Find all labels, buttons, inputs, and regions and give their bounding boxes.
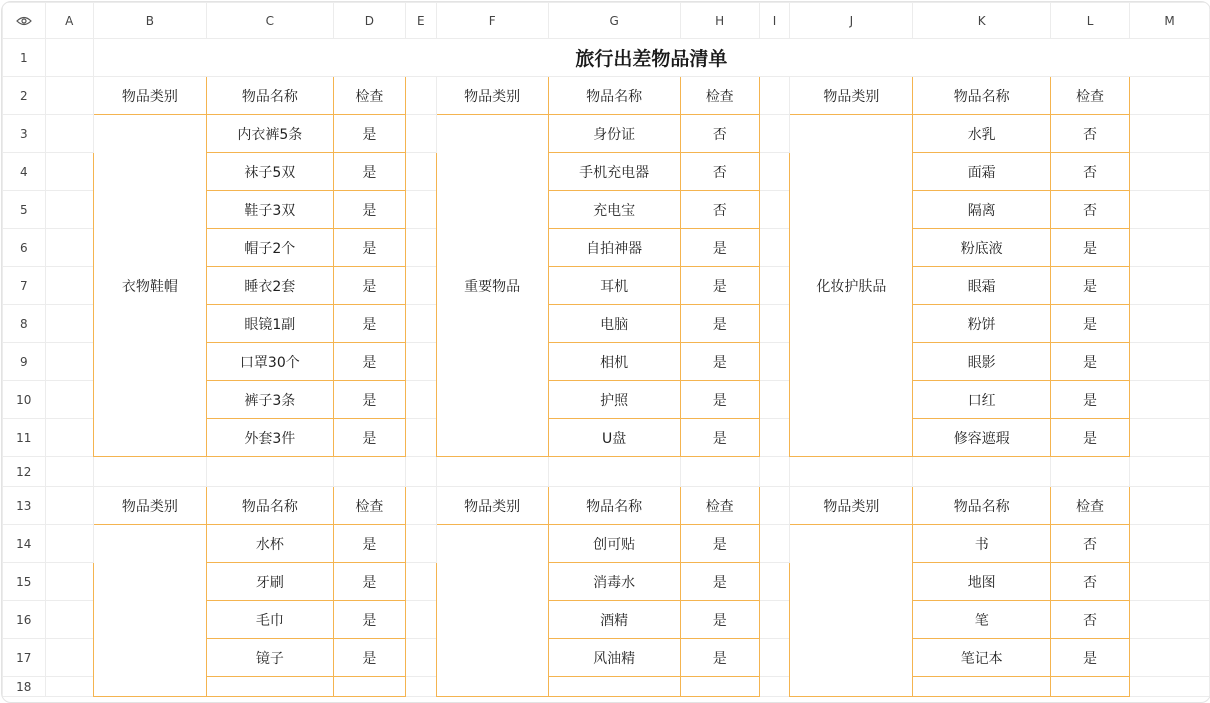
cell-a13[interactable] [45,487,93,525]
cell-m2[interactable] [1130,77,1210,115]
item-check[interactable] [680,677,759,697]
item-name[interactable]: 外套3件 [206,419,333,457]
item-check[interactable]: 是 [333,115,405,153]
cell-a3[interactable] [45,115,93,153]
category-right[interactable] [790,525,913,697]
cell-e16[interactable] [406,601,437,639]
item-check[interactable]: 否 [1050,153,1129,191]
item-name[interactable]: 眼镜1副 [206,305,333,343]
row-header-15[interactable]: 15 [3,563,46,601]
column-header-d[interactable]: D [333,3,405,39]
cell-i3[interactable] [759,115,790,153]
eye-icon[interactable] [16,16,32,26]
row-header-2[interactable]: 2 [3,77,46,115]
row-header-11[interactable]: 11 [3,419,46,457]
row-header-5[interactable]: 5 [3,191,46,229]
select-all-corner[interactable] [3,3,46,39]
cell-i8[interactable] [759,305,790,343]
cell-i15[interactable] [759,563,790,601]
item-name[interactable]: 书 [913,525,1051,563]
category-left[interactable] [93,525,206,697]
cell-f12[interactable] [436,457,548,487]
cell-e15[interactable] [406,563,437,601]
sheet-grid [2,2,1210,697]
item-check[interactable]: 否 [1050,563,1129,601]
cell-i5[interactable] [759,191,790,229]
category-middle[interactable]: 重要物品 [436,115,548,457]
item-name[interactable]: 充电宝 [548,191,680,229]
item-check[interactable]: 是 [680,601,759,639]
cell-l12[interactable] [1050,457,1129,487]
item-name[interactable]: 粉底液 [913,229,1051,267]
category-middle[interactable] [436,525,548,697]
item-check[interactable]: 是 [333,343,405,381]
row-header-9[interactable]: 9 [3,343,46,381]
item-name[interactable]: 酒精 [548,601,680,639]
item-check[interactable]: 是 [680,639,759,677]
cell-m12[interactable] [1130,457,1210,487]
item-check[interactable]: 是 [680,525,759,563]
column-header-g[interactable]: G [548,3,680,39]
item-name[interactable]: 电脑 [548,305,680,343]
cell-e9[interactable] [406,343,437,381]
cell-m6[interactable] [1130,229,1210,267]
cell-e14[interactable] [406,525,437,563]
item-check[interactable]: 是 [1050,305,1129,343]
item-name[interactable]: 风油精 [548,639,680,677]
cell-m16[interactable] [1130,601,1210,639]
item-check[interactable]: 是 [333,153,405,191]
cell-m9[interactable] [1130,343,1210,381]
cell-e2[interactable] [406,77,437,115]
cell-m11[interactable] [1130,419,1210,457]
header-name[interactable]: 物品名称 [206,487,333,525]
cell-a15[interactable] [45,563,93,601]
item-name[interactable]: 眼影 [913,343,1051,381]
column-header-f[interactable]: F [436,3,548,39]
cell-a5[interactable] [45,191,93,229]
column-header-m[interactable]: M [1130,3,1210,39]
cell-m4[interactable] [1130,153,1210,191]
cell-a9[interactable] [45,343,93,381]
cell-i13[interactable] [759,487,790,525]
row-header-3[interactable]: 3 [3,115,46,153]
item-check[interactable]: 是 [1050,639,1129,677]
item-name[interactable]: 牙刷 [206,563,333,601]
cell-a17[interactable] [45,639,93,677]
cell-e4[interactable] [406,153,437,191]
item-check[interactable]: 是 [333,305,405,343]
spreadsheet [1,1,1210,703]
item-check[interactable]: 是 [333,639,405,677]
item-check[interactable]: 否 [1050,525,1129,563]
item-name[interactable]: 笔记本 [913,639,1051,677]
item-check[interactable]: 是 [1050,343,1129,381]
cell-a7[interactable] [45,267,93,305]
item-check[interactable]: 是 [333,267,405,305]
category-right[interactable]: 化妆护肤品 [790,115,913,457]
row-header-6[interactable]: 6 [3,229,46,267]
item-check[interactable]: 是 [333,601,405,639]
cell-m18[interactable] [1130,677,1210,697]
row-header-12[interactable]: 12 [3,457,46,487]
item-name[interactable]: 粉饼 [913,305,1051,343]
cell-e7[interactable] [406,267,437,305]
item-check[interactable]: 是 [680,419,759,457]
cell-a18[interactable] [45,677,93,697]
sheet-title[interactable]: 旅行出差物品清单 [93,39,1209,77]
cell-a14[interactable] [45,525,93,563]
cell-m8[interactable] [1130,305,1210,343]
column-header-l[interactable]: L [1050,3,1129,39]
cell-m15[interactable] [1130,563,1210,601]
cell-m5[interactable] [1130,191,1210,229]
item-name[interactable]: 自拍神器 [548,229,680,267]
column-header-c[interactable]: C [206,3,333,39]
item-name[interactable]: 护照 [548,381,680,419]
column-header-h[interactable]: H [680,3,759,39]
row-header-1[interactable]: 1 [3,39,46,77]
cell-a1[interactable] [45,39,93,77]
cell-i7[interactable] [759,267,790,305]
row-header-14[interactable]: 14 [3,525,46,563]
cell-a6[interactable] [45,229,93,267]
cell-a12[interactable] [45,457,93,487]
column-header-i[interactable]: I [759,3,790,39]
item-name[interactable] [548,677,680,697]
item-name[interactable]: 帽子2个 [206,229,333,267]
item-name[interactable]: 内衣裤5条 [206,115,333,153]
cell-a16[interactable] [45,601,93,639]
item-check[interactable]: 否 [1050,601,1129,639]
item-check[interactable]: 是 [333,381,405,419]
item-check[interactable]: 是 [333,525,405,563]
item-check[interactable]: 是 [680,381,759,419]
cell-i12[interactable] [759,457,790,487]
cell-e13[interactable] [406,487,437,525]
item-check[interactable]: 是 [680,563,759,601]
item-name[interactable]: U盘 [548,419,680,457]
header-check[interactable]: 检查 [333,77,405,115]
row-header-18[interactable]: 18 [3,677,46,697]
cell-e6[interactable] [406,229,437,267]
cell-i16[interactable] [759,601,790,639]
item-check[interactable]: 否 [1050,115,1129,153]
cell-e18[interactable] [406,677,437,697]
cell-c12[interactable] [206,457,333,487]
cell-m3[interactable] [1130,115,1210,153]
item-name[interactable] [913,677,1051,697]
item-check[interactable]: 是 [1050,267,1129,305]
cell-a8[interactable] [45,305,93,343]
category-left[interactable]: 衣物鞋帽 [93,115,206,457]
cell-a4[interactable] [45,153,93,191]
cell-e12[interactable] [406,457,437,487]
item-name[interactable]: 耳机 [548,267,680,305]
item-name[interactable]: 创可贴 [548,525,680,563]
item-name[interactable]: 袜子5双 [206,153,333,191]
header-category[interactable]: 物品类别 [790,77,913,115]
item-check[interactable]: 否 [1050,191,1129,229]
item-check[interactable]: 是 [333,563,405,601]
cell-e11[interactable] [406,419,437,457]
item-name[interactable]: 身份证 [548,115,680,153]
cell-e17[interactable] [406,639,437,677]
cell-e3[interactable] [406,115,437,153]
cell-a11[interactable] [45,419,93,457]
item-name[interactable]: 口红 [913,381,1051,419]
item-check[interactable]: 是 [680,229,759,267]
row-header-17[interactable]: 17 [3,639,46,677]
header-category[interactable]: 物品类别 [436,77,548,115]
item-name[interactable]: 水乳 [913,115,1051,153]
column-header-a[interactable]: A [45,3,93,39]
item-name[interactable]: 睡衣2套 [206,267,333,305]
row-header-13[interactable]: 13 [3,487,46,525]
cell-i17[interactable] [759,639,790,677]
cell-e8[interactable] [406,305,437,343]
cell-m14[interactable] [1130,525,1210,563]
row-header-4[interactable]: 4 [3,153,46,191]
item-name[interactable]: 隔离 [913,191,1051,229]
header-name[interactable]: 物品名称 [206,77,333,115]
cell-e5[interactable] [406,191,437,229]
item-name[interactable]: 面霜 [913,153,1051,191]
cell-h12[interactable] [680,457,759,487]
cell-d12[interactable] [333,457,405,487]
header-name[interactable]: 物品名称 [548,77,680,115]
cell-m10[interactable] [1130,381,1210,419]
cell-a10[interactable] [45,381,93,419]
item-name[interactable]: 消毒水 [548,563,680,601]
cell-g12[interactable] [548,457,680,487]
item-name[interactable]: 口罩30个 [206,343,333,381]
cell-i11[interactable] [759,419,790,457]
item-name[interactable]: 相机 [548,343,680,381]
header-check[interactable]: 检查 [680,77,759,115]
item-check[interactable]: 是 [333,419,405,457]
item-check[interactable] [1050,677,1129,697]
header-name[interactable]: 物品名称 [913,487,1051,525]
column-header-b[interactable]: B [93,3,206,39]
cell-m17[interactable] [1130,639,1210,677]
item-name[interactable]: 笔 [913,601,1051,639]
cell-j12[interactable] [790,457,913,487]
cell-e10[interactable] [406,381,437,419]
cell-m13[interactable] [1130,487,1210,525]
item-name[interactable]: 手机充电器 [548,153,680,191]
item-name[interactable]: 裤子3条 [206,381,333,419]
cell-i18[interactable] [759,677,790,697]
header-category[interactable]: 物品类别 [436,487,548,525]
header-name[interactable]: 物品名称 [548,487,680,525]
item-check[interactable] [333,677,405,697]
item-check[interactable]: 是 [333,229,405,267]
header-name[interactable]: 物品名称 [913,77,1051,115]
cell-i2[interactable] [759,77,790,115]
header-category[interactable]: 物品类别 [93,487,206,525]
row-header-8[interactable]: 8 [3,305,46,343]
header-category[interactable]: 物品类别 [790,487,913,525]
cell-i9[interactable] [759,343,790,381]
cell-i6[interactable] [759,229,790,267]
row-header-16[interactable]: 16 [3,601,46,639]
header-check[interactable]: 检查 [1050,77,1129,115]
column-header-e[interactable]: E [406,3,437,39]
item-name[interactable]: 鞋子3双 [206,191,333,229]
item-name[interactable]: 眼霜 [913,267,1051,305]
item-check[interactable]: 是 [1050,229,1129,267]
cell-i14[interactable] [759,525,790,563]
item-check[interactable]: 是 [1050,419,1129,457]
cell-a2[interactable] [45,77,93,115]
header-check[interactable]: 检查 [680,487,759,525]
header-check[interactable]: 检查 [1050,487,1129,525]
item-check[interactable]: 是 [333,191,405,229]
item-check[interactable]: 是 [680,267,759,305]
column-header-k[interactable]: K [913,3,1051,39]
item-name[interactable]: 水杯 [206,525,333,563]
item-check[interactable]: 否 [680,115,759,153]
header-check[interactable]: 检查 [333,487,405,525]
row-header-7[interactable]: 7 [3,267,46,305]
item-check[interactable]: 否 [680,153,759,191]
header-category[interactable]: 物品类别 [93,77,206,115]
item-name[interactable]: 毛巾 [206,601,333,639]
cell-b12[interactable] [93,457,206,487]
item-check[interactable]: 是 [1050,381,1129,419]
item-name[interactable]: 修容遮瑕 [913,419,1051,457]
column-header-j[interactable]: J [790,3,913,39]
item-check[interactable]: 否 [680,191,759,229]
cell-k12[interactable] [913,457,1051,487]
item-check[interactable]: 是 [680,305,759,343]
item-check[interactable]: 是 [680,343,759,381]
cell-i10[interactable] [759,381,790,419]
item-name[interactable]: 地图 [913,563,1051,601]
item-name[interactable]: 镜子 [206,639,333,677]
cell-m7[interactable] [1130,267,1210,305]
row-header-10[interactable]: 10 [3,381,46,419]
cell-i4[interactable] [759,153,790,191]
item-name[interactable] [206,677,333,697]
